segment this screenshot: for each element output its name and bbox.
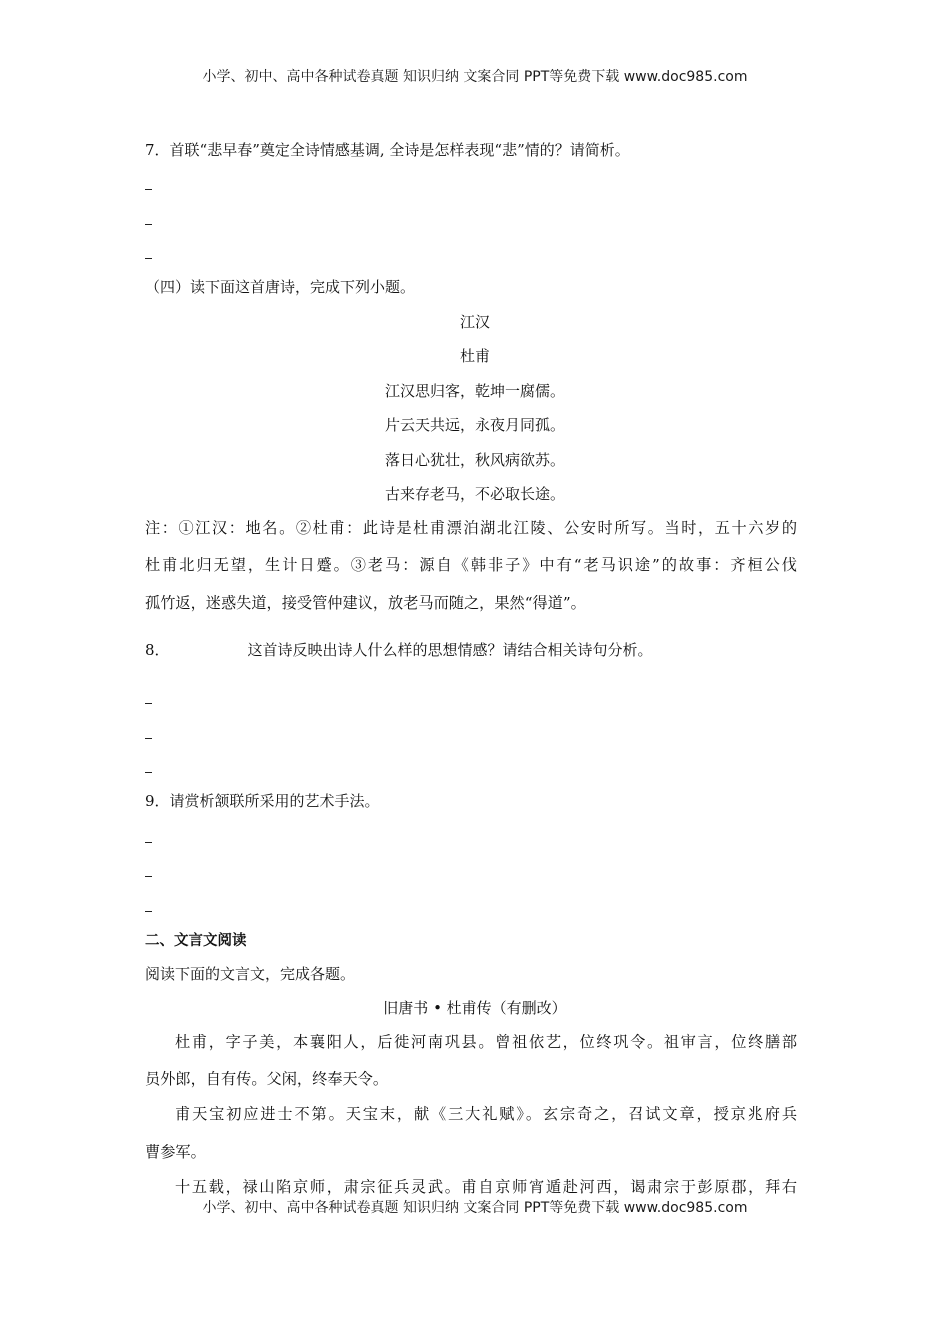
poem-line: 江汉思归客，乾坤一腐儒。 [384,382,565,400]
passage-line: 甫天宝初应进士不第。天宝末，献《三大礼赋》。玄宗奇之，召试文章，授京兆府兵 [175,1105,797,1123]
section-2-intro: 阅读下面的文言文，完成各题。 [145,965,356,983]
poem-note-line: 杜甫北归无望，生计日蹙。③老马：源自《韩非子》中有“老马识途”的故事：齐桓公伐 [145,556,797,574]
question-8 [145,639,653,660]
poem-note-line: 注：①江汉：地名。②杜甫：此诗是杜甫漂泊湖北江陵、公安时所写。当时，五十六岁的 [145,519,797,537]
passage-line: 员外郎，自有传。父闲，终奉天令。 [145,1070,388,1088]
poem-line: 片云天共远，永夜月同孤。 [384,416,565,434]
answer-blank[interactable] [145,703,152,704]
answer-blank[interactable] [145,738,152,739]
question-8-text: 这首诗反映出诗人什么样的思想情感？请结合相关诗句分析。 [247,641,653,659]
question-8-number: 8． [145,641,170,659]
poem-author: 杜甫 [459,347,490,365]
emphasis-char: 奇 [577,1105,595,1123]
emphasis-char: 拜 [764,1178,782,1196]
poem-title: 江汉 [459,313,490,331]
passage-line: 曹参军。 [145,1143,206,1161]
question-7: 7．首联“悲早春”奠定全诗情感基调, 全诗是怎样表现“悲”情的？请简析。 [145,141,630,159]
question-9: 9．请赏析颔联所采用的艺术手法。 [145,792,380,810]
answer-blank[interactable] [145,772,152,773]
answer-blank[interactable] [145,189,152,190]
answer-blank[interactable] [145,258,152,259]
emphasis-char: 宵 [528,1178,546,1196]
emphasis-char: 陷 [276,1178,293,1196]
passage-title: 旧唐书 • 杜甫传（有删改） [383,999,567,1017]
passage-line: 十五载，禄山陷京师，肃宗征兵灵武。甫自京师宵遁赴河西，谒肃宗于彭原郡，拜右 [175,1178,797,1196]
page-header: 小学、初中、高中各种试卷真题 知识归纳 文案合同 PPT等免费下载 www.doc985.com [202,69,748,85]
section-4-intro: （四）读下面这首唐诗，完成下列小题。 [145,278,416,296]
answer-blank[interactable] [145,876,152,877]
poem-line: 落日心犹壮，秋风病欲苏。 [384,451,565,469]
section-2-heading: 二、文言文阅读 [145,933,247,949]
answer-blank[interactable] [145,911,152,912]
emphasis-char: 第 [311,1105,329,1123]
page-footer: 小学、初中、高中各种试卷真题 知识归纳 文案合同 PPT等免费下载 www.doc985.com [202,1200,748,1216]
answer-blank[interactable] [145,224,152,225]
poem-line: 古来存老马，不必取长途。 [384,485,565,503]
poem-note-line: 孤竹返，迷惑失道，接受管仲建议，放老马而随之，果然“得道”。 [145,594,586,612]
answer-blank[interactable] [145,842,152,843]
passage-line: 杜甫，字子美，本襄阳人，后徙河南巩县。曾祖依艺，位终巩令。祖审言，位终膳部 [175,1033,797,1051]
